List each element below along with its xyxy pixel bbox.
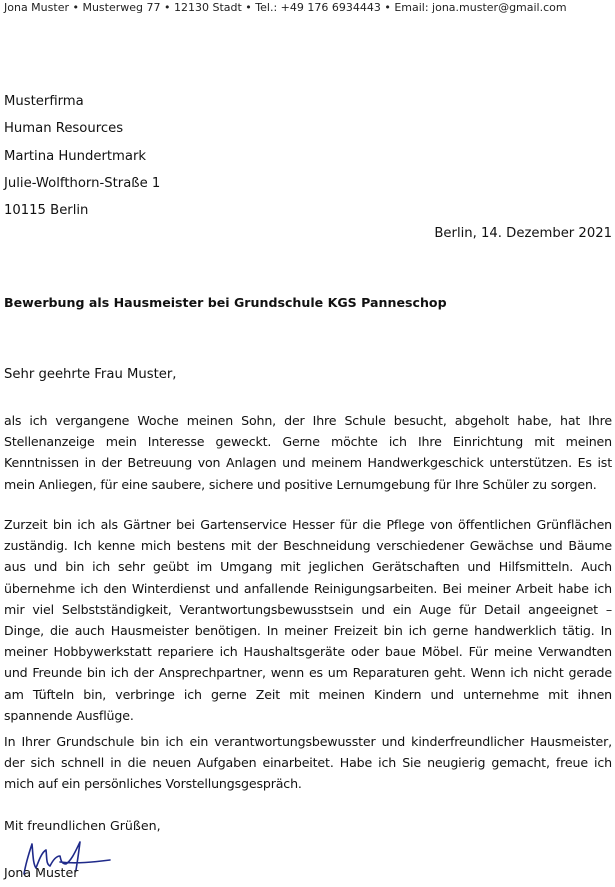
recipient-city: 10115 Berlin — [4, 203, 89, 219]
recipient-company: Musterfirma — [4, 94, 84, 109]
letter-salutation: Sehr geehrte Frau Muster, — [4, 367, 177, 382]
letter-date: Berlin, 14. Dezember 2021 — [434, 226, 612, 241]
body-paragraph-3: In Ihrer Grundschule bin ich ein verantwortungsbewusster und kinderfreundlicher Hausmeister, der sich schnell in die neuen Aufgaben einarbeitet. Habe ich Sie neugierig gemacht, freue ich mich auf ein persönliches Vorstellungsgespräch. — [4, 734, 612, 792]
recipient-address — [4, 88, 160, 224]
letter-subject: Bewerbung als Hausmeister bei Grundschule KGS Panneschop — [4, 295, 447, 310]
body-paragraph-1: als ich vergangene Woche meinen Sohn, der Ihre Schule besucht, abgeholt habe, hat Ihre Stellenanzeige mein Interesse geweckt. Gerne möchte ich Ihre Einrichtung mit meinen Kenntnissen in der Betreuung von Anlagen und meinem Handwerkgeschick unterstützen. Es ist mein Anliegen, für eine saubere, sichere und positive Lernumgebung für Ihre Schüler zu sorgen. — [4, 413, 612, 492]
recipient-department: Human Resources — [4, 121, 124, 137]
sender-address-line: Jona Muster • Musterweg 77 • 12130 Stadt • Tel.: +49 176 6934443 • Email: jona.muster@gmail.com — [4, 1, 567, 14]
body-paragraph-2: Zurzeit bin ich als Gärtner bei Gartenservice Hesser für die Pflege von öffentlichen Grünflächen zuständig. Ich kenne mich bestens mit der Beschneidung verschiedener Gewächse und Bäume aus und bin ich sehr geübt im Umgang mit jeglichen Gerätschaften und Hilfsmitteln. Auch übernehme ich den Winterdienst und anfallende Reinigungsarbeiten. Bei meiner Arbeit habe ich mir viel Selbstständigkeit, Verantwortungsbewusstsein und ein Auge für Detail angeeignet – Dinge, die auch Hausmeister benötigen. In meiner Freizeit bin ich gerne handwerklich tätig. In meiner Hobbywerkstatt repariere ich Haushaltsgeräte oder baue Möbel. Für meine Verwandten und Freunde bin ich der Ansprechpartner, wenn es um Reparaturen geht. Wenn ich nicht gerade am Tüfteln bin, verbringe ich gerne Zeit mit meinen Kindern und unternehme mit ihnen spannende Ausflüge. — [4, 517, 612, 723]
recipient-person: Martina Hundertmark — [4, 148, 147, 164]
letter-closing: Mit freundlichen Grüßen, — [4, 818, 161, 833]
recipient-street: Julie-Wolfthorn-Straße 1 — [4, 175, 161, 191]
sender-name: Jona Muster — [4, 865, 79, 880]
